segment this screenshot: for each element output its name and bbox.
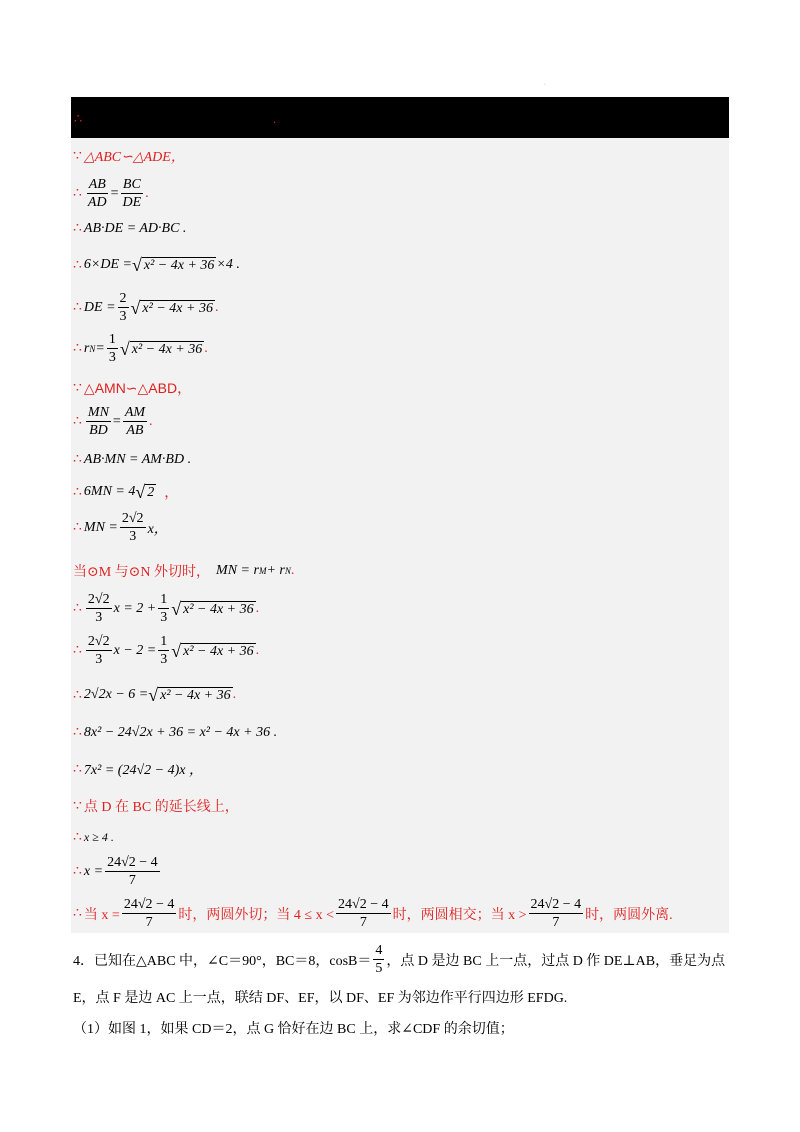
therefore-symbol: ∴ [73, 452, 82, 467]
line-text: x ≥ 4 . [83, 830, 114, 844]
line-text: 7x² = (24√2 − 4)x ， [83, 763, 203, 778]
expr: MN = r [216, 563, 259, 578]
radicand: x² − 4x + 36 [183, 643, 254, 659]
therefore-symbol: ∴ [73, 643, 82, 658]
solution-line [73, 686, 236, 704]
numerator: MN [87, 405, 109, 420]
therefore-symbol: ∴ [73, 221, 82, 236]
radicand: x² − 4x + 36 [183, 601, 254, 617]
radicand: 2 [147, 485, 155, 500]
fraction [158, 633, 169, 668]
solution-line [73, 796, 239, 816]
solution-line [73, 591, 259, 626]
fraction [120, 510, 146, 545]
solution-line [73, 510, 168, 545]
therefore-symbol: ∴ [73, 830, 82, 845]
expr-post: x， [147, 521, 168, 537]
numerator: 2√2 [87, 634, 110, 649]
denominator: 3 [95, 610, 103, 625]
therefore-symbol: ∴ [73, 341, 82, 356]
redacted-banner [71, 97, 729, 138]
fraction [122, 896, 177, 931]
numerator: 2 [119, 291, 127, 306]
radical: √ x² − 4x + 36 [148, 685, 231, 705]
expr-post: . [204, 340, 208, 356]
expr-pre: x − 2 = [113, 642, 157, 658]
question-line-3: （1）如图 1，如果 CD＝2，点 G 恰好在边 BC 上，求∠CDF 的余切值； [73, 1022, 514, 1037]
expr-pre: x = [83, 863, 104, 879]
radical: √ 2 [135, 482, 155, 502]
denominator: 3 [160, 652, 168, 667]
fraction [336, 896, 391, 931]
radical: √ x² − 4x + 36 [171, 640, 254, 661]
solution-line [73, 451, 191, 468]
because-symbol: ∵ [73, 380, 82, 396]
numerator: 24√2 − 4 [530, 897, 582, 912]
subscript: N [89, 343, 96, 354]
numerator: 1 [108, 332, 116, 347]
numerator: AM [124, 405, 146, 420]
denominator: 7 [128, 873, 136, 888]
solution-line [73, 633, 259, 668]
solution-line [73, 256, 240, 274]
line-text: 8x² − 24√2x + 36 = x² − 4x + 36 . [83, 724, 278, 740]
because-symbol: ∵ [73, 798, 82, 814]
question-text: 4．已知在△ABC 中，∠C＝90°，BC＝8，cosB＝ [73, 953, 372, 969]
expr-post: . [255, 600, 260, 616]
radicand: x² − 4x + 36 [131, 341, 203, 357]
conclusion-text: 时，两圆外切；当 4 ≤ x < [178, 907, 335, 923]
banner-period: . [273, 111, 277, 126]
numerator: 1 [160, 592, 168, 607]
expr-pre: x = 2 + [113, 600, 157, 616]
fraction [86, 176, 109, 211]
therefore-symbol: ∴ [73, 864, 82, 879]
solution-line [73, 378, 191, 398]
fraction [121, 176, 144, 211]
numerator: 1 [160, 634, 168, 649]
line-text: AB·MN = AM·BD . [83, 451, 192, 467]
therefore-symbol: ∴ [73, 414, 82, 429]
fraction [529, 896, 584, 931]
line-tail: . [149, 413, 153, 429]
fraction [373, 942, 384, 977]
numerator: 24√2 − 4 [123, 897, 175, 912]
expr-post: . [255, 642, 260, 658]
numerator: BC [122, 177, 141, 192]
therefore-symbol: ∴ [73, 687, 82, 703]
fraction [86, 633, 112, 668]
numerator: 2√2 [87, 592, 110, 607]
denominator: 3 [129, 529, 137, 544]
line-tail: . [145, 185, 149, 201]
fraction [118, 290, 129, 325]
solution-line [73, 404, 153, 439]
page-mark: · [544, 82, 546, 88]
therefore-symbol: ∴ [73, 601, 82, 616]
because-symbol: ∵ [73, 148, 82, 164]
denominator: DE [122, 195, 142, 210]
expr-post: . [232, 687, 237, 702]
denominator: BD [89, 423, 108, 438]
expr-pre: 2√2x − 6 = [83, 687, 149, 702]
solution-line [73, 331, 208, 366]
numerator: 24√2 − 4 [107, 855, 158, 870]
fraction [107, 331, 118, 366]
therefore-symbol: ∴ [74, 111, 83, 126]
expr-pre: DE = [83, 299, 116, 315]
numerator: 24√2 − 4 [338, 897, 389, 912]
expr-pre: r [83, 340, 90, 356]
therefore-symbol: ∴ [73, 300, 82, 315]
numerator: 2√2 [121, 511, 144, 526]
question-text: ，点 D 是边 BC 上一点，过点 D 作 DE⊥AB，垂足为点 [386, 953, 726, 969]
line-text: AB·DE = AD·BC . [83, 220, 187, 236]
conclusion-text: 时，两圆相交；当 x > [392, 907, 527, 923]
conclusion-line [73, 896, 673, 931]
denominator: 7 [359, 915, 367, 930]
denominator: 7 [145, 915, 153, 930]
solution-line [73, 146, 185, 166]
radicand: x² − 4x + 36 [142, 300, 213, 316]
fraction [105, 854, 160, 889]
fraction [86, 591, 112, 626]
subscript: N [284, 566, 291, 576]
radicand: x² − 4x + 36 [160, 688, 231, 703]
denominator: 5 [375, 961, 383, 976]
radical: √ x² − 4x + 36 [130, 297, 213, 318]
question-line-2: E，点 F 是边 AC 上一点，联结 DF、EF，以 DF、EF 为邻边作平行四边形 EFDG. [73, 991, 568, 1006]
expr-pre: 6×DE = [83, 257, 132, 272]
equals: = [110, 185, 119, 201]
fraction [158, 591, 169, 626]
conclusion-text: 当 x = [83, 907, 120, 923]
denominator: 3 [119, 309, 127, 324]
therefore-symbol: ∴ [73, 725, 82, 740]
radical: √ x² − 4x + 36 [171, 598, 254, 619]
solution-line [73, 482, 178, 502]
equals: = [112, 413, 121, 429]
line-text: 当⊙M 与⊙N 外切时， [73, 565, 211, 580]
expr-pre: = [95, 340, 105, 356]
therefore-symbol: ∴ [73, 520, 82, 535]
radicand: x² − 4x + 36 [143, 258, 215, 273]
therefore-symbol: ∴ [73, 186, 82, 201]
expr-post: . [214, 299, 219, 315]
solution-line [73, 176, 149, 211]
solution-line [73, 290, 218, 325]
fraction [86, 404, 111, 439]
therefore-symbol: ∴ [73, 761, 82, 777]
therefore-symbol: ∴ [73, 257, 82, 273]
denominator: 3 [95, 652, 103, 667]
numerator: AB [88, 177, 106, 192]
solution-line [73, 829, 114, 846]
conclusion-text: 时，两圆外离. [585, 907, 673, 923]
expr-pre: 6MN = 4 [83, 484, 136, 499]
radical: √ x² − 4x + 36 [131, 255, 215, 275]
solution-line [73, 724, 277, 741]
question-line-1 [73, 942, 725, 977]
denominator: 7 [552, 915, 560, 930]
expr: + r [266, 563, 285, 578]
line-tail: . [290, 563, 295, 578]
solution-line [73, 759, 203, 779]
solution-line [73, 220, 186, 237]
expr-pre: MN = [83, 519, 118, 535]
denominator: AD [87, 195, 107, 210]
line-text: △ABC∽△ADE， [83, 150, 185, 165]
denominator: 3 [108, 350, 116, 365]
therefore-symbol: ∴ [73, 484, 82, 500]
therefore-symbol: ∴ [73, 906, 82, 921]
solution-line [73, 561, 294, 581]
denominator: AB [126, 423, 144, 438]
fraction [123, 404, 147, 439]
denominator: 3 [160, 610, 168, 625]
numerator: 4 [375, 943, 383, 958]
line-text: △AMN∽△ABD， [83, 380, 192, 396]
radical: √ x² − 4x + 36 [119, 338, 203, 359]
line-text: 点 D 在 BC 的延长线上， [83, 800, 239, 815]
expr-post: ×4 . [216, 257, 240, 272]
solution-line [73, 854, 162, 889]
expr-post: ， [164, 486, 179, 501]
subscript: M [258, 566, 267, 576]
